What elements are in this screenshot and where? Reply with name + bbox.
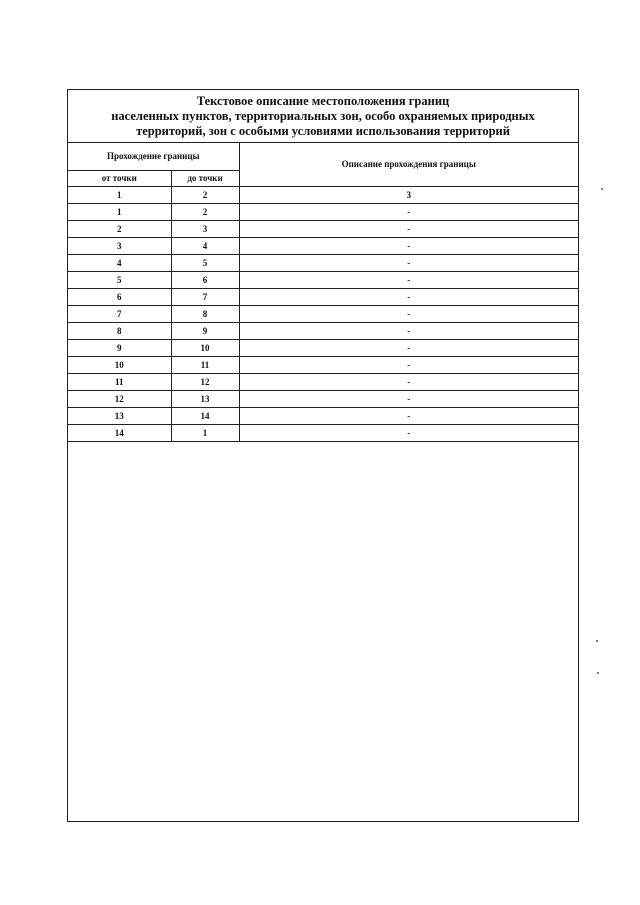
description-cell: -: [239, 305, 578, 322]
from-point-cell: 8: [68, 322, 171, 339]
from-point-cell: 7: [68, 305, 171, 322]
table-row: [68, 288, 578, 305]
table-row: [68, 322, 578, 339]
from-point-cell: 5: [68, 271, 171, 288]
to-point-cell: 9: [171, 322, 239, 339]
table-row: [68, 339, 578, 356]
to-point-cell: 5: [171, 254, 239, 271]
table-row: [68, 203, 578, 220]
table-row: [68, 220, 578, 237]
from-point-cell: 3: [68, 237, 171, 254]
description-cell: -: [239, 203, 578, 220]
from-point-cell: 1: [68, 203, 171, 220]
boundary-table: [68, 143, 578, 442]
description-cell: -: [239, 373, 578, 390]
description-cell: -: [239, 322, 578, 339]
description-cell: -: [239, 339, 578, 356]
to-point-cell: 6: [171, 271, 239, 288]
description-cell: -: [239, 271, 578, 288]
to-point-cell: 11: [171, 356, 239, 373]
from-point-cell: 12: [68, 390, 171, 407]
scan-speck: [597, 672, 599, 674]
column-number: 1: [68, 186, 171, 203]
table-row: [68, 271, 578, 288]
description-cell: -: [239, 237, 578, 254]
description-cell: -: [239, 356, 578, 373]
to-point-cell: 8: [171, 305, 239, 322]
description-cell: -: [239, 407, 578, 424]
from-point-cell: 11: [68, 373, 171, 390]
table-row: [68, 390, 578, 407]
to-point-cell: 13: [171, 390, 239, 407]
column-number: 2: [171, 186, 239, 203]
description-cell: -: [239, 288, 578, 305]
title-line: Текстовое описание местоположения границ: [196, 94, 450, 108]
description-cell: -: [239, 390, 578, 407]
from-point-cell: 6: [68, 288, 171, 305]
table-body: [68, 186, 578, 441]
to-point-cell: 4: [171, 237, 239, 254]
table-row: [68, 254, 578, 271]
header-boundary-passage: Прохождение границы: [68, 143, 239, 170]
to-point-cell: 12: [171, 373, 239, 390]
header-to-point: до точки: [171, 170, 239, 186]
column-number: 3: [239, 186, 578, 203]
description-cell: -: [239, 254, 578, 271]
table-row: [68, 424, 578, 441]
header-description: Описание прохождения границы: [239, 143, 578, 186]
to-point-cell: 10: [171, 339, 239, 356]
from-point-cell: 10: [68, 356, 171, 373]
from-point-cell: 13: [68, 407, 171, 424]
to-point-cell: 3: [171, 220, 239, 237]
to-point-cell: 1: [171, 424, 239, 441]
from-point-cell: 9: [68, 339, 171, 356]
scan-speck: [601, 188, 603, 190]
description-cell: -: [239, 424, 578, 441]
to-point-cell: 7: [171, 288, 239, 305]
table-row: [68, 237, 578, 254]
table-row: [68, 407, 578, 424]
from-point-cell: 4: [68, 254, 171, 271]
description-cell: -: [239, 220, 578, 237]
to-point-cell: 14: [171, 407, 239, 424]
numbering-row: [68, 186, 578, 203]
title-line: населенных пунктов, территориальных зон, особо охраняемых природных: [111, 109, 535, 123]
document-frame: [67, 89, 579, 822]
from-point-cell: 14: [68, 424, 171, 441]
document-title: [68, 90, 578, 143]
table-row: [68, 356, 578, 373]
title-line: территорий, зон с особыми условиями использования территорий: [136, 124, 510, 138]
to-point-cell: 2: [171, 203, 239, 220]
scan-speck: [596, 640, 598, 642]
header-from-point: от точки: [68, 170, 171, 186]
from-point-cell: 2: [68, 220, 171, 237]
table-row: [68, 305, 578, 322]
table-row: [68, 373, 578, 390]
